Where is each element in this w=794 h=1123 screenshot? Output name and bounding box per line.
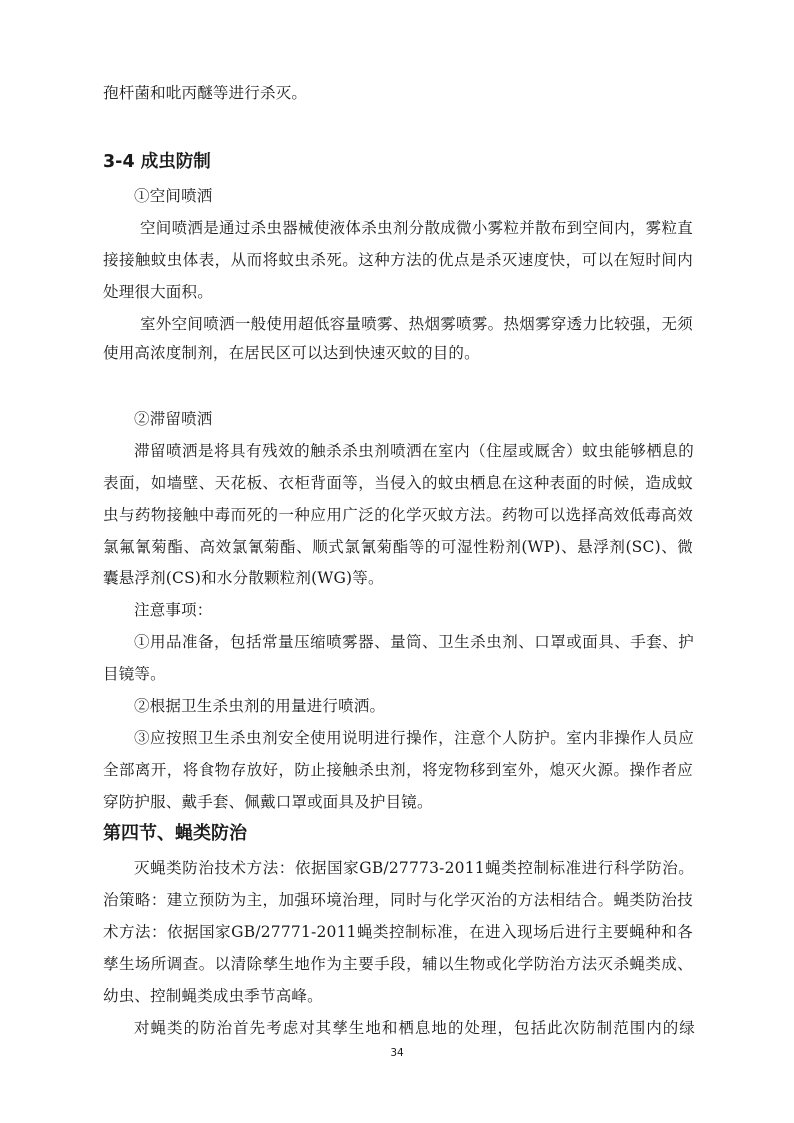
paragraph-line: 处理很大面积。 <box>103 283 213 301</box>
paragraph-line: 虫与药物接触中毒而死的一种应用广泛的化学灭蚊方法。药物可以选择高效低毒高效 <box>103 506 693 524</box>
paragraph-line: 表面，如墙壁、天花板、衣柜背面等，当侵入的蚊虫栖息在这种表面的时候，造成蚊 <box>103 474 693 492</box>
paragraph-line: 囊悬浮剂(CS)和水分散颗粒剂(WG)等。 <box>103 569 384 587</box>
paragraph-line: 目镜等。 <box>103 665 166 683</box>
paragraph-line: 术方法：依据国家GB/27771-2011蝇类控制标准，在进入现场后进行主要蝇种和各 <box>103 923 693 941</box>
notice-item: ③应按照卫生杀虫剂安全使用说明进行操作，注意个人防护。室内非操作人员应 <box>134 729 694 747</box>
paragraph-line: 空间喷洒是通过杀虫器械使液体杀虫剂分散成微小雾粒并散布到空间内，雾粒直 <box>140 219 693 237</box>
notice-item: ①用品准备，包括常量压缩喷雾器、量筒、卫生杀虫剂、口罩或面具、手套、护 <box>134 633 694 651</box>
paragraph-line: 对蝇类的防治首先考虑对其孳生地和栖息地的处理，包括此次防制范围内的绿 <box>134 1019 695 1037</box>
paragraph-line: 滞留喷洒是将具有残效的触杀杀虫剂喷洒在室内（住屋或厩舍）蚊虫能够栖息的 <box>134 442 694 460</box>
paragraph-line: 全部离开，将食物存放好，防止接触杀虫剂，将宠物移到室外，熄灭火源。操作者应 <box>103 761 693 779</box>
notice-label: 注意事项： <box>134 601 213 619</box>
paragraph-line: 治策略：建立预防为主，加强环境治理，同时与化学灭治的方法相结合。蝇类防治技 <box>103 891 693 909</box>
notice-item: ②根据卫生杀虫剂的用量进行喷洒。 <box>134 697 386 715</box>
list-item-label: ②滞留喷洒 <box>134 410 213 428</box>
paragraph-line: 氯氟氰菊酯、高效氯氰菊酯、顺式氯氰菊酯等的可湿性粉剂(WP)、悬浮剂(SC)、微 <box>103 538 693 556</box>
page-number: 34 <box>390 1047 404 1059</box>
section-heading: 第四节、蝇类防治 <box>103 823 247 844</box>
subsection-heading: 3-4 成虫防制 <box>103 152 211 172</box>
paragraph-line: 接接触蚊虫体表，从而将蚊虫杀死。这种方法的优点是杀灭速度快，可以在短时间内 <box>103 251 693 269</box>
paragraph-line: 灭蝇类防治技术方法：依据国家GB/27773-2011蝇类控制标准进行科学防治。 <box>134 859 694 877</box>
paragraph-line: 室外空间喷洒一般使用超低容量喷雾、热烟雾喷雾。热烟雾穿透力比较强，无须 <box>140 315 693 333</box>
paragraph-line: 穿防护服、戴手套、佩戴口罩或面具及护目镜。 <box>103 793 433 811</box>
paragraph-line: 孢杆菌和吡丙醚等进行杀灭。 <box>103 84 308 102</box>
paragraph-line: 使用高浓度制剂，在居民区可以达到快速灭蚊的目的。 <box>103 344 480 362</box>
paragraph-line: 孳生场所调查。以清除孳生地作为主要手段，辅以生物或化学防治方法灭杀蝇类成、 <box>103 955 693 973</box>
paragraph-line: 幼虫、控制蝇类成虫季节高峰。 <box>103 987 323 1005</box>
list-item-label: ①空间喷洒 <box>134 187 213 205</box>
